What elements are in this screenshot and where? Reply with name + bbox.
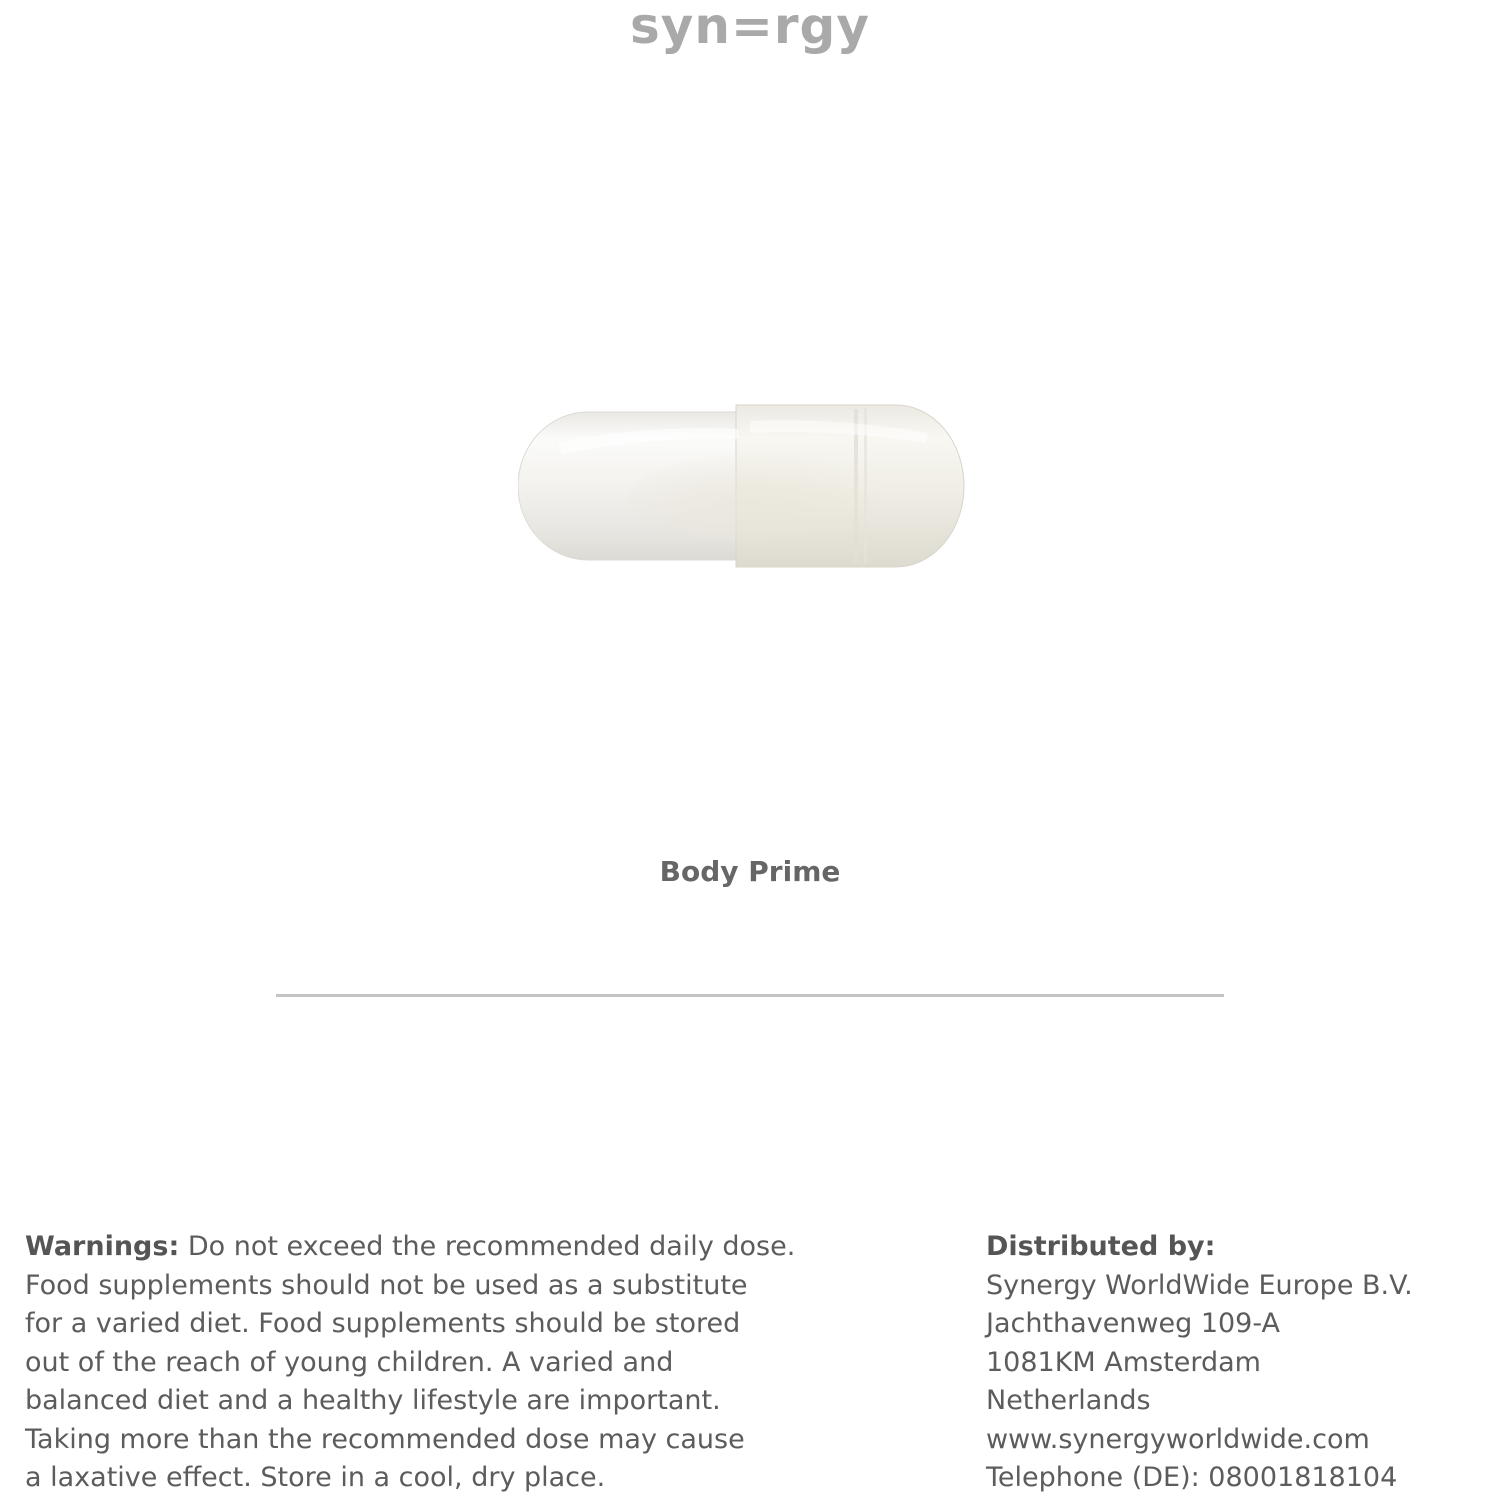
capsule-image [518, 403, 966, 569]
warnings-label: Warnings: [25, 1231, 180, 1262]
distributor-country: Netherlands [986, 1385, 1151, 1416]
distributor-website: www.synergyworldwide.com [986, 1423, 1370, 1455]
warnings-text: Do not exceed the recommended daily dose. Food supplements should not be used as a substitute for a varied diet. Food supplements should be stored out of the reach of young children. A varied and balanced diet and a healthy lifestyle are important. Taking more than the recommended dose may cause a laxative effect. Store in a cool, dry place. [25, 1231, 796, 1493]
distributor-street: Jachthavenweg 109-A [986, 1308, 1280, 1339]
distributor-block [986, 1228, 1486, 1498]
product-name: Body Prime [659, 855, 841, 888]
distributor-phone: Telephone (DE): 08001818104 [986, 1462, 1398, 1493]
brand-logo: syn=rgy [630, 0, 870, 55]
distributor-city: 1081KM Amsterdam [986, 1346, 1261, 1378]
warnings-block [25, 1228, 915, 1498]
distributor-label: Distributed by: [986, 1231, 1216, 1262]
divider [276, 994, 1224, 997]
distributor-company: Synergy WorldWide Europe B.V. [986, 1269, 1413, 1301]
